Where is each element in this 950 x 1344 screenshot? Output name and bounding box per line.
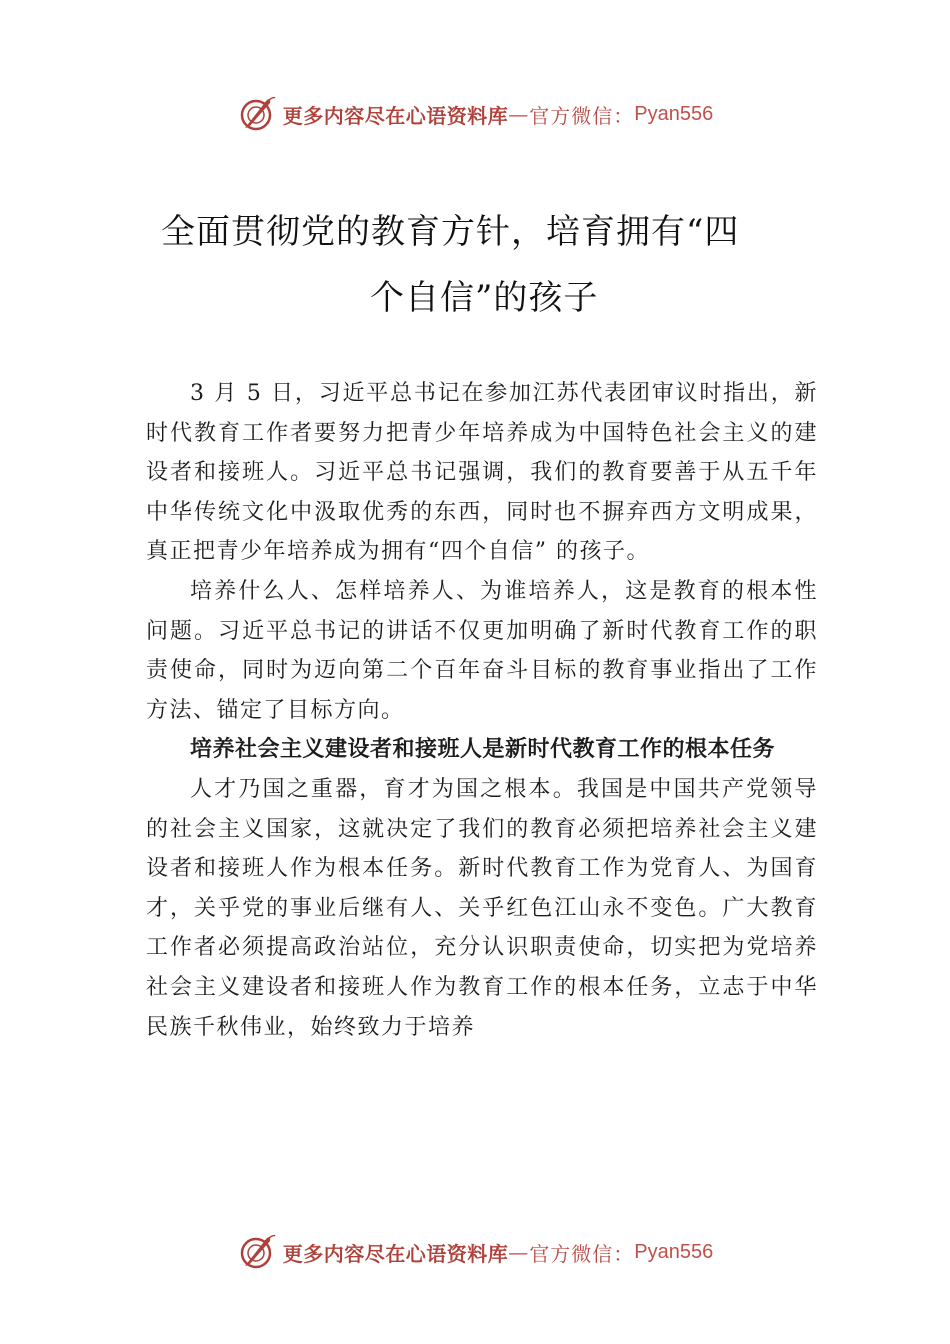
- quill-pen-logo-icon: [237, 94, 277, 134]
- banner-separator: —: [508, 1240, 530, 1264]
- quill-pen-logo-icon: [237, 1232, 277, 1272]
- paragraph: 培养什么人、怎样培养人、为谁培养人，这是教育的根本性问题。习近平总书记的讲话不仅更加明确了新时代教育工作的职责使命，同时为迈向第二个百年奋斗目标的教育事业指出了工作方法、锚定了目标方向。: [146, 578, 818, 723]
- footer-banner: [0, 1232, 950, 1272]
- banner-wechat-id: Pyan556: [634, 102, 714, 125]
- article-body: [146, 374, 818, 1047]
- banner-wechat-label: 官方微信：: [529, 1241, 635, 1266]
- document-title-line-2: 个自信”的孩子: [370, 278, 599, 318]
- banner-brand-text: 更多内容尽在心语资料库: [282, 103, 509, 128]
- paragraph: 人才乃国之重器，育才为国之根本。我国是中国共产党领导的社会主义国家，这就决定了我们的教育必须把培养社会主义建设者和接班人作为根本任务。新时代教育工作为党育人、为国育才，关乎党的事业后继有人、关乎红色江山永不变色。广大教育工作者必须提高政治站位，充分认识职责使命，切实把为党培养社会主义建设者和接班人作为教育工作的根本任务，立志于中华民族千秋伟业，始终致力于培养: [146, 776, 818, 1040]
- header-banner: [0, 94, 950, 134]
- document-title-line-1: 全面贯彻党的教育方针，培育拥有“四: [161, 212, 740, 252]
- banner-separator: —: [508, 102, 530, 126]
- banner-wechat-label: 官方微信：: [529, 103, 635, 128]
- banner-brand-text: 更多内容尽在心语资料库: [282, 1241, 509, 1266]
- banner-wechat-id: Pyan556: [634, 1240, 714, 1263]
- section-heading: 培养社会主义建设者和接班人是新时代教育工作的根本任务: [190, 737, 776, 763]
- paragraph: 3 月 5 日，习近平总书记在参加江苏代表团审议时指出，新时代教育工作者要努力把青少年培养成为中国特色社会主义的建设者和接班人。习近平总书记强调，我们的教育要善于从五千年中华传统文化中汲取优秀的东西，同时也不摒弃西方文明成果，真正把青少年培养成为拥有“四个自信” 的孩子。: [146, 381, 818, 565]
